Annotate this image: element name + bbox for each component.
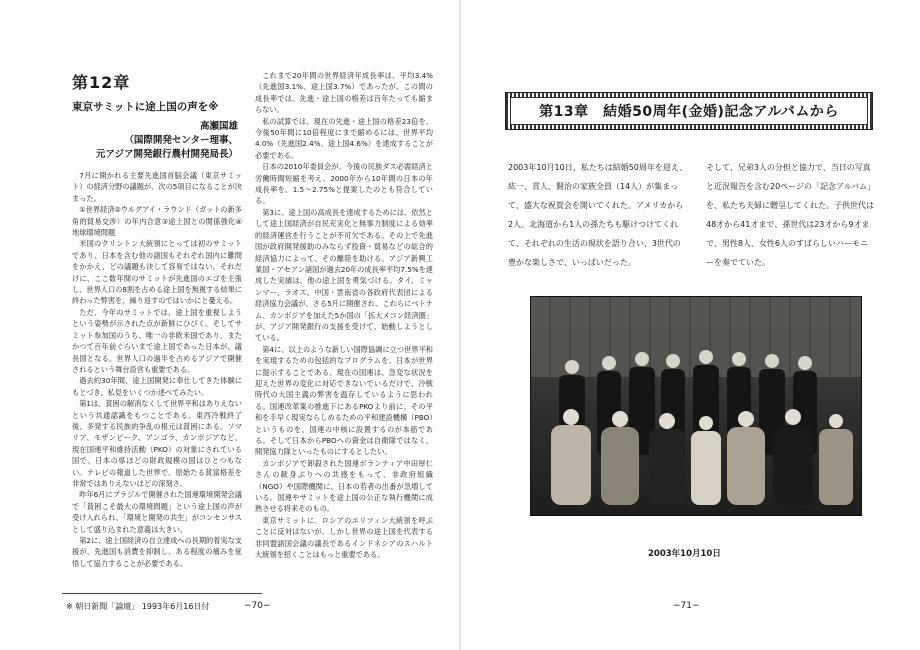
paragraph: 第2に、途上国経済の自立達成への長期的着実な支援が、先進国も消費を抑制し、ある程度の痛みを覚悟して協力することが必要である。: [72, 536, 242, 568]
family-photo-figures: [531, 297, 861, 515]
chapter-13-title: 第13章 結婚50周年(金婚)記念アルバムから: [539, 104, 839, 120]
text-column-1: [72, 170, 242, 585]
right-page: [460, 0, 920, 650]
family-photo: [530, 296, 862, 516]
paragraph: 東京サミットに、ロシアのエリツィン大統領を呼ぶことに反対はないが、しかし世界の途上国を代表する非同盟諸国会議の議長であるインドネシアのスハルト大統領を招くことはもっと重要である。: [255, 515, 433, 560]
page-number-right: −71−: [673, 601, 700, 611]
chapter-12-subtitle: 東京サミットに途上国の声を※: [72, 101, 219, 113]
author-name: 高瀬国雄: [199, 121, 238, 132]
anniversary-paragraph-2: そして、兄弟3人の分担と協力で、当日の写真と近況報告を含む20ページの「記念アルバム」を、私たち夫婦に贈呈してくれた。子供世代は48才から41才まで、孫世代は23才から9才まで、男性8人、女性6人のすばらしいハーモニーを奏でていた。: [706, 163, 876, 267]
paragraph: 私の試算では、現在の先進・途上国の格差23倍を、今後50年間に10倍程度にまで縮めるには、世界平均4.0%（先進国2.4%、途上国4.6%）を達成することが必要である。: [255, 116, 433, 160]
paragraph: 米国のクリントン大統領にとっては初のサミットであり、日本を含む他の諸国もそれぞれ国内に難問をかかえ、どの議題も決して容易ではない。それだけに、ここ数年間のサミットが先進国のエゴを主張し、世界人口の8割を占める途上国を無視する結果に終わった弊害を、繰り返すのではいかにと憂える。: [72, 239, 242, 306]
footnote: ※ 朝日新聞「論壇」 1993年6月16日付: [66, 602, 210, 611]
author-affiliation-1: （国際開発センター理事、: [124, 135, 238, 146]
paragraph: これまで20年間の世界経済年成長率は、平均3.4%（先進国3.1%、途上国3.7%）であったが、この間の成長率では、先進・途上国の格差は百年たっても縮まらない。: [255, 71, 433, 115]
chapter-12-title: 第12章: [72, 73, 131, 92]
paragraph: 過去約30年間、途上国開発に奉仕してきた体験にもとづき、私見をいくつか述べてみたい。: [72, 376, 242, 397]
paragraph: 日本の2010年委員会が、今後の民族ダス必需経済と労働時間短縮を考え、2000年から10年間の日本の年成長率を、1.5〜2.75%と提案したのとも符合している。: [255, 162, 433, 206]
paragraph: ただ、今年のサミットでは、途上国を重視しようという姿勢が示された点が新鮮にひびく。そしてサミット参加国のうち、唯一の非欧米国であり、またかつて百年前ぐらいまで途上国であった日本が、議長国となる。世界人口の過半を占めるアジアで開催されるという舞台設営も重要である。: [72, 307, 242, 374]
author-block: [96, 120, 238, 162]
paragraph: 第3に、途上国の高成長を達成するためには、依然として途上国経済が自民充実化と無事力制度による効率的経済運営を行うことが不可欠である。その上で先進国が政府開発援助のみならず投資・貿易などの総合的経済協力によって、その離陸を助ける。アジア新興工業国・アセアン諸国が過去20年の成長率平均7.5%を達成した実績は、他の途上国を勇気づける。タイ、ミャンマー、ラオス、中国・雲南省の各政府代表団による経済協力会議が、さる5月に開催され、これらにベトナム、カンボジアを加えた5か国の「拡大メコン経済圏」が、アジア開発銀行の支援を受けて、始動しようとしている。: [255, 207, 433, 343]
anniversary-paragraph-1: 2003年10月10日、私たちは結婚50周年を迎え、紘一、貢人、賢治の家族全員（14人）が集まって、盛大な祝賀会を開いてくれた。アメリカから2人、北海道から1人の孫たちも駆けつけてくれて、それぞれの生活の現状を語り合い、3世代の豊かな楽しさで、いっぱいだった。: [508, 163, 688, 267]
paragraph: カンボジアで卸殺された国連ボランティア中田厚仁さんの献身ぶりへの共感をもって、非政府組織（NGO）や国際機関に、日本の若者の出番が急増している。国連やサミットを途上国の公正な執行機関に成熟させる将来そのもの。: [255, 458, 433, 514]
paragraph: 昨年6月にブラジルで開催された国連環境開発会議で「貧困こそ最大の環境問題」という途上国の声が受け入れられ、「環境と開発の共生」がコンセンサスとして盛り込まれた意義は大きい。: [72, 490, 242, 534]
text-column-2: [255, 70, 433, 590]
author-affiliation-2: 元アジア開発銀行農村開発局長）: [95, 149, 238, 160]
paragraph: 第4に、以上のような新しい国際協調に立つ世界平和を実現するための包括的なプログラムを、日本が世界に提示することである。現在の国連は、急変な状況を迎えた世界の変化に対応できないでいるだけで、冷戦時代の大国主義の弊害を温存しているように思われる。国連改革案の推進下にあるPKOより前に、その平和を手早く現実ならしめるための平和建設機構（PBO）というものを、国連の中核に設置するのが本筋である。そして日本からPBOへの資金は自衛隊ではなく、開発協力隊といったものにするとしたい。: [255, 344, 433, 457]
paragraph: ①世界経済②ウルグアイ・ラウンド（ガットの新多角的貿易交渉）の年内合意③途上国との関係強化④地球環境問題: [72, 205, 242, 238]
chapter-13-banner: [505, 92, 873, 130]
paragraph: 第1は、貧困の解消なくして世界平和はありえないという共通認識をもつことである。東西冷戦終了後、多発する民族的争乱の根元は貧困にある。ソマリア、モザンビーク、アンゴラ、カンボジアなど、現在国連平和維持活動（PKO）の対象にされている国で、日本の県ほどの財政規模の国はひとつもない。テレビの報道した世界で、原始たる貧富格差を非常ではありえないほどの深刻さ。: [72, 399, 242, 488]
photo-caption: 2003年10月10日: [648, 549, 721, 559]
page-number-left: −70−: [244, 601, 271, 611]
footnote-rule: [62, 593, 262, 594]
paragraph: 7月に開かれる主要先進国首脳会議（東京サミット）の経済分野の議題が、次の5項目になることが決まった。: [72, 171, 242, 203]
banner-inner: [510, 97, 868, 125]
